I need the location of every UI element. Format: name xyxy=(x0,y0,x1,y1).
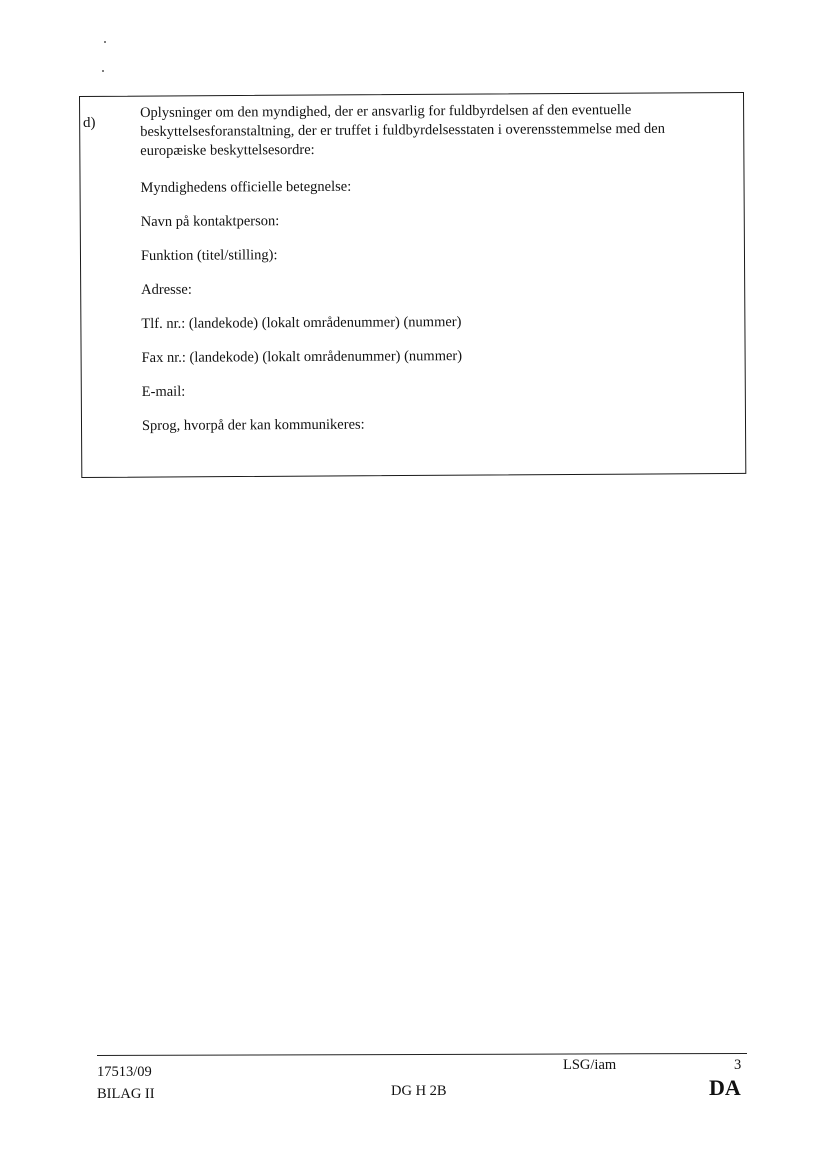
section-intro-text: Oplysninger om den myndighed, der er ansvarlig for fuldbyrdelsen af den eventuelle beskyttelsesforanstaltning, der er truffet i fuldbyrdelsesstaten i overensstemmelse med den europæiske beskyttelsesordre: xyxy=(140,101,666,159)
footer-annex: BILAG II xyxy=(97,1086,155,1102)
field-authority-name: Myndighedens officielle betegnelse: xyxy=(140,178,352,196)
footer-initials: LSG/iam xyxy=(563,1057,617,1073)
footer-doc-number: 17513/09 xyxy=(97,1064,152,1080)
field-contact-person: Navn på kontaktperson: xyxy=(140,213,280,230)
field-languages: Sprog, hvorpå der kan kommunikeres: xyxy=(141,416,365,434)
field-function: Funktion (titel/stilling): xyxy=(140,247,278,264)
field-phone: Tlf. nr.: (landekode) (lokalt områdenummer) (nummer) xyxy=(141,314,462,332)
footer-divider xyxy=(97,1053,747,1056)
field-address: Adresse: xyxy=(141,281,192,298)
form-section-content xyxy=(140,100,732,451)
scan-speck xyxy=(104,41,106,43)
field-fax: Fax nr.: (landekode) (lokalt områdenummer) (nummer) xyxy=(141,348,463,366)
footer-page-number: 3 xyxy=(734,1057,742,1073)
footer-language-code: DA xyxy=(709,1075,741,1100)
section-letter: d) xyxy=(83,115,96,131)
field-email: E-mail: xyxy=(141,383,186,400)
footer-dg: DG H 2B xyxy=(391,1083,447,1099)
scan-speck xyxy=(102,70,104,72)
